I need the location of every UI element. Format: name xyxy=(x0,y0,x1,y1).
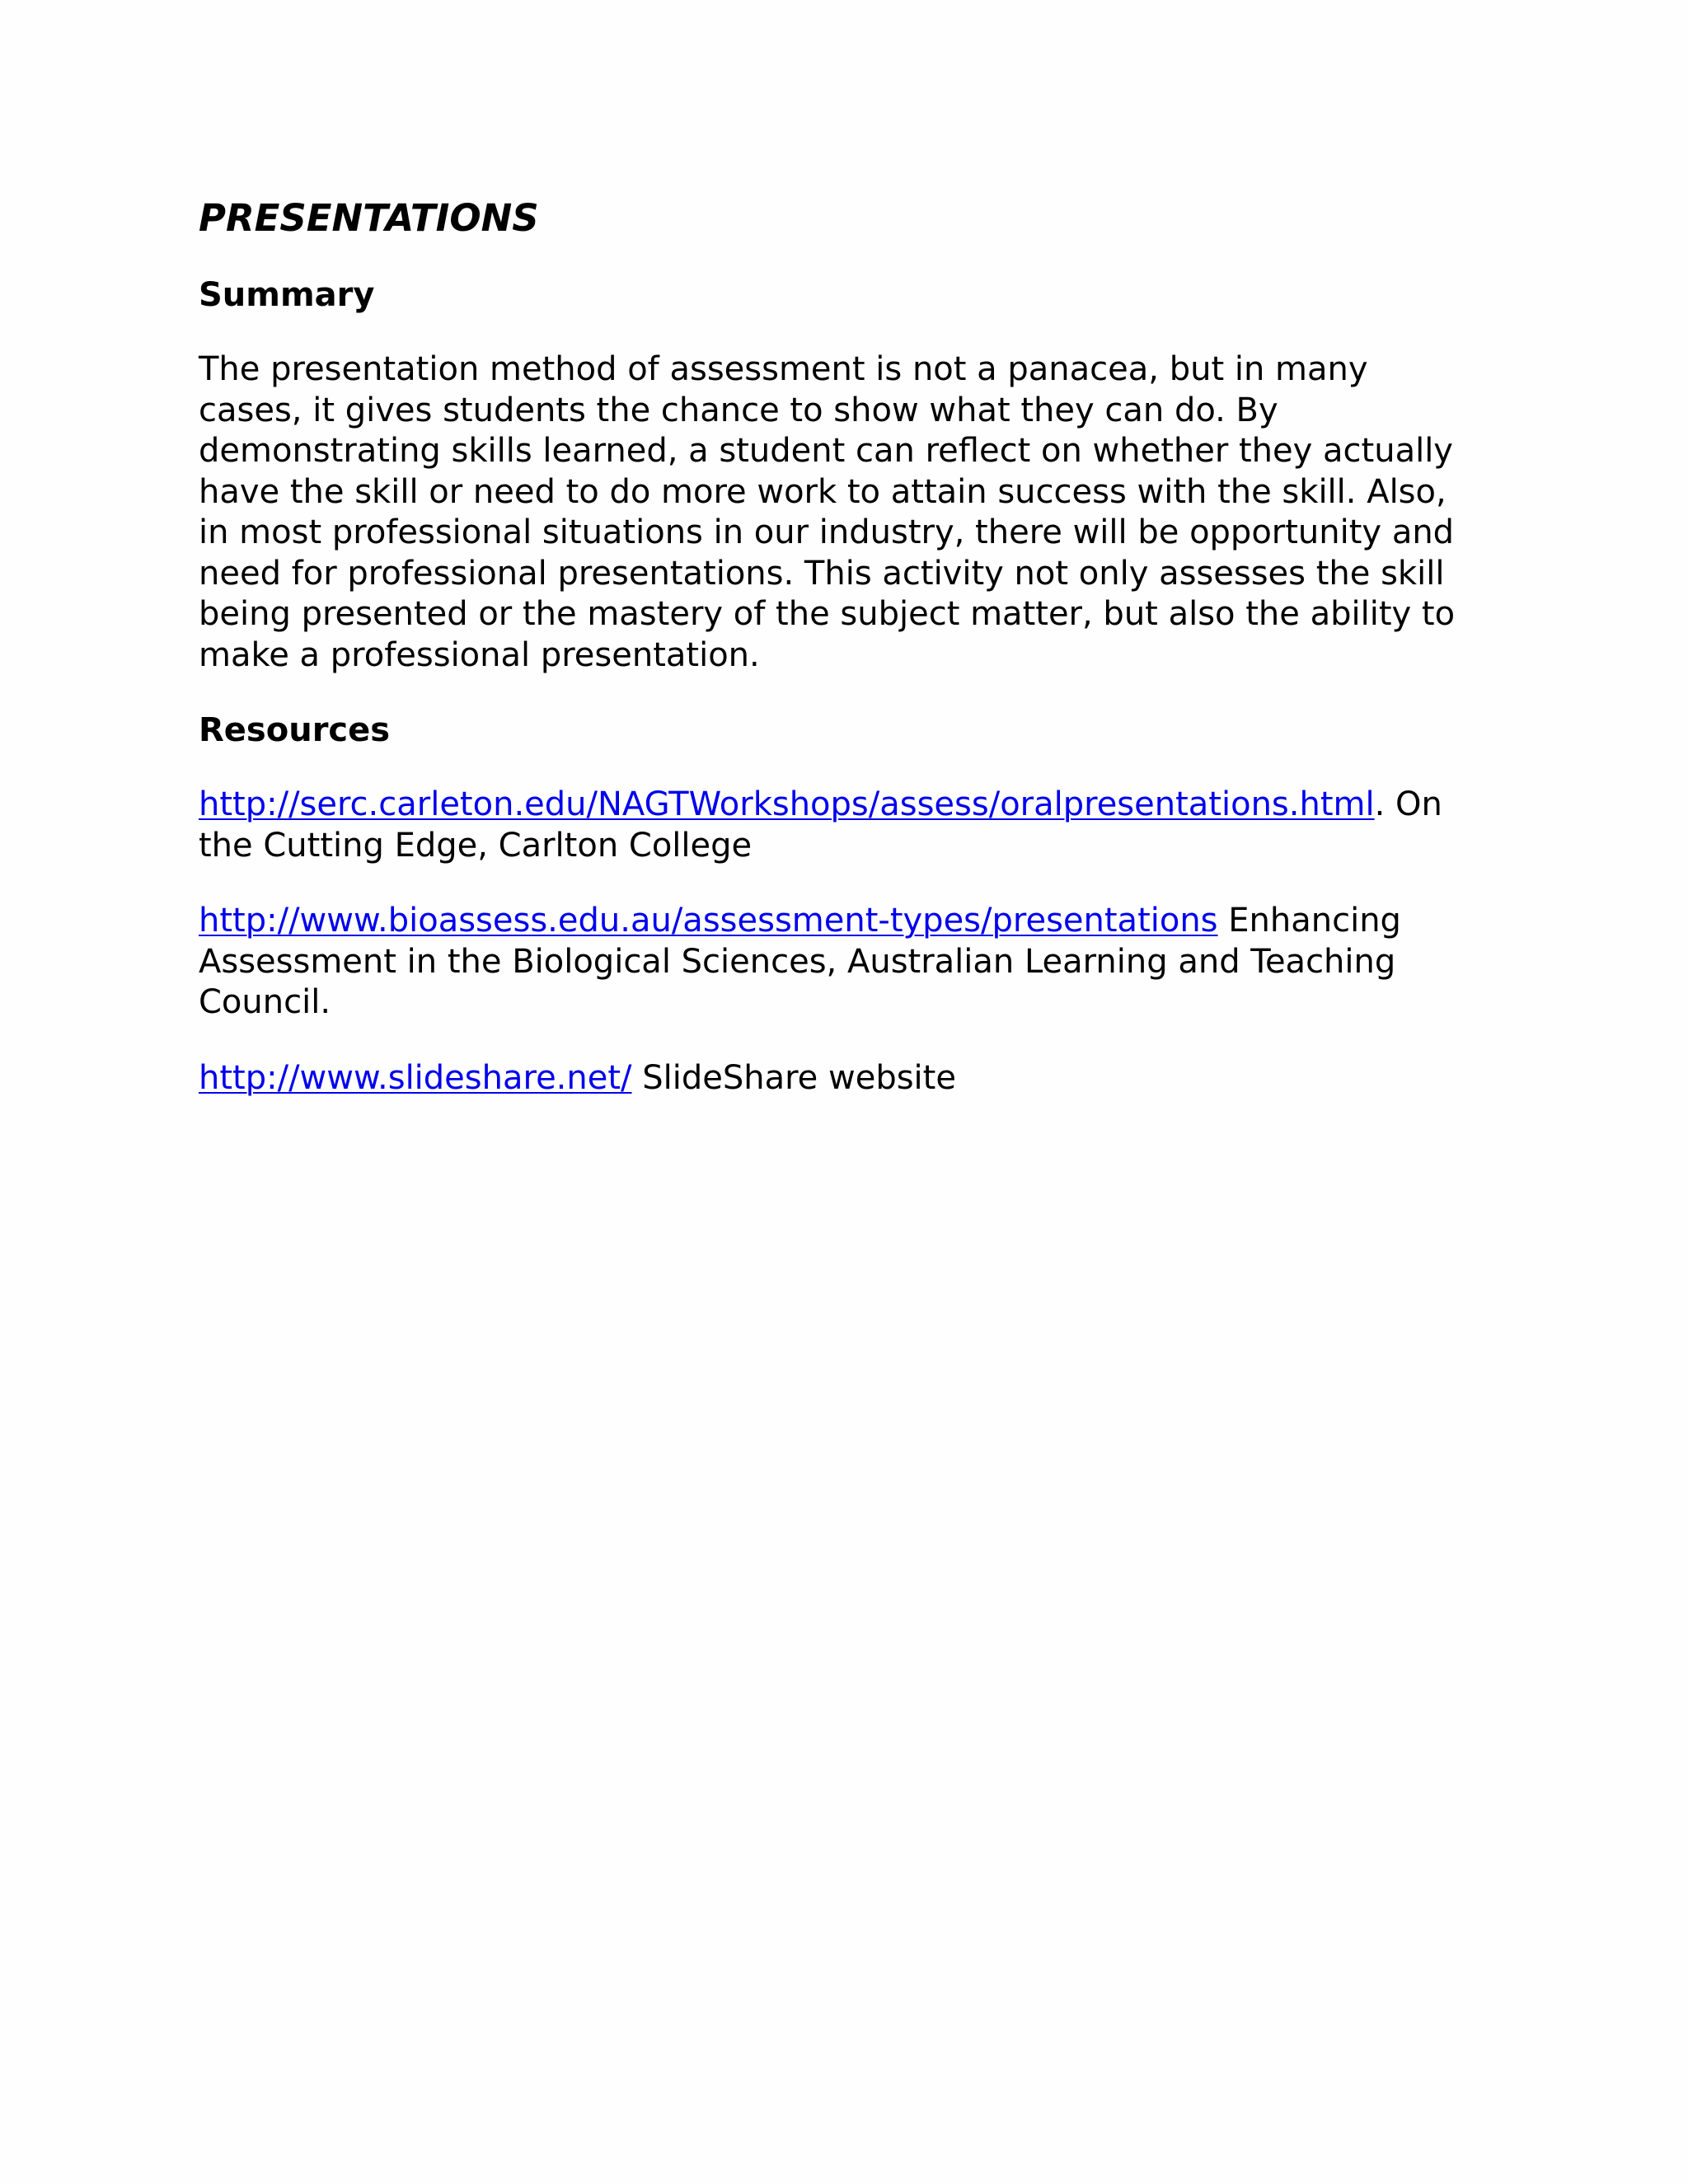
document-content xyxy=(199,196,1501,1099)
summary-heading: Summary xyxy=(199,276,375,314)
summary-line: make a professional presentation. xyxy=(199,635,760,674)
summary-line: demonstrating skills learned, a student can reflect on whether they actually xyxy=(199,432,1453,470)
document-title: PRESENTATIONS xyxy=(199,196,539,240)
resource-item-slideshare xyxy=(199,1058,1501,1099)
resource-description-bioassess: Enhancing Assessment in the Biological Sciences, Australian Learning and Teaching Council. xyxy=(199,902,1401,1021)
summary-paragraph xyxy=(199,349,1501,676)
resource-item-bioassess xyxy=(199,901,1501,1024)
resource-link-serc[interactable]: http://serc.carleton.edu/NAGTWorkshops/assess/oralpresentations.html xyxy=(199,785,1375,823)
resource-link-slideshare[interactable]: http://www.slideshare.net/ xyxy=(199,1058,632,1097)
summary-line: have the skill or need to do more work to attain success with the skill. Also, xyxy=(199,472,1447,511)
summary-line: being presented or the mastery of the subject matter, but also the ability to xyxy=(199,595,1456,633)
resource-description-serc: . On the Cutting Edge, Carlton College xyxy=(199,785,1442,865)
resource-item-serc xyxy=(199,785,1501,866)
resources-heading: Resources xyxy=(199,711,391,749)
resource-description-slideshare: SlideShare website xyxy=(631,1058,956,1097)
summary-line: cases, it gives students the chance to show what they can do. By xyxy=(199,391,1278,429)
summary-line: in most professional situations in our industry, there will be opportunity and xyxy=(199,513,1455,551)
summary-line: need for professional presentations. This activity not only assesses the skill xyxy=(199,554,1445,593)
resource-link-bioassess[interactable]: http://www.bioassess.edu.au/assessment-types/presentations xyxy=(199,902,1218,940)
summary-line: The presentation method of assessment is not a panacea, but in many xyxy=(199,350,1368,388)
